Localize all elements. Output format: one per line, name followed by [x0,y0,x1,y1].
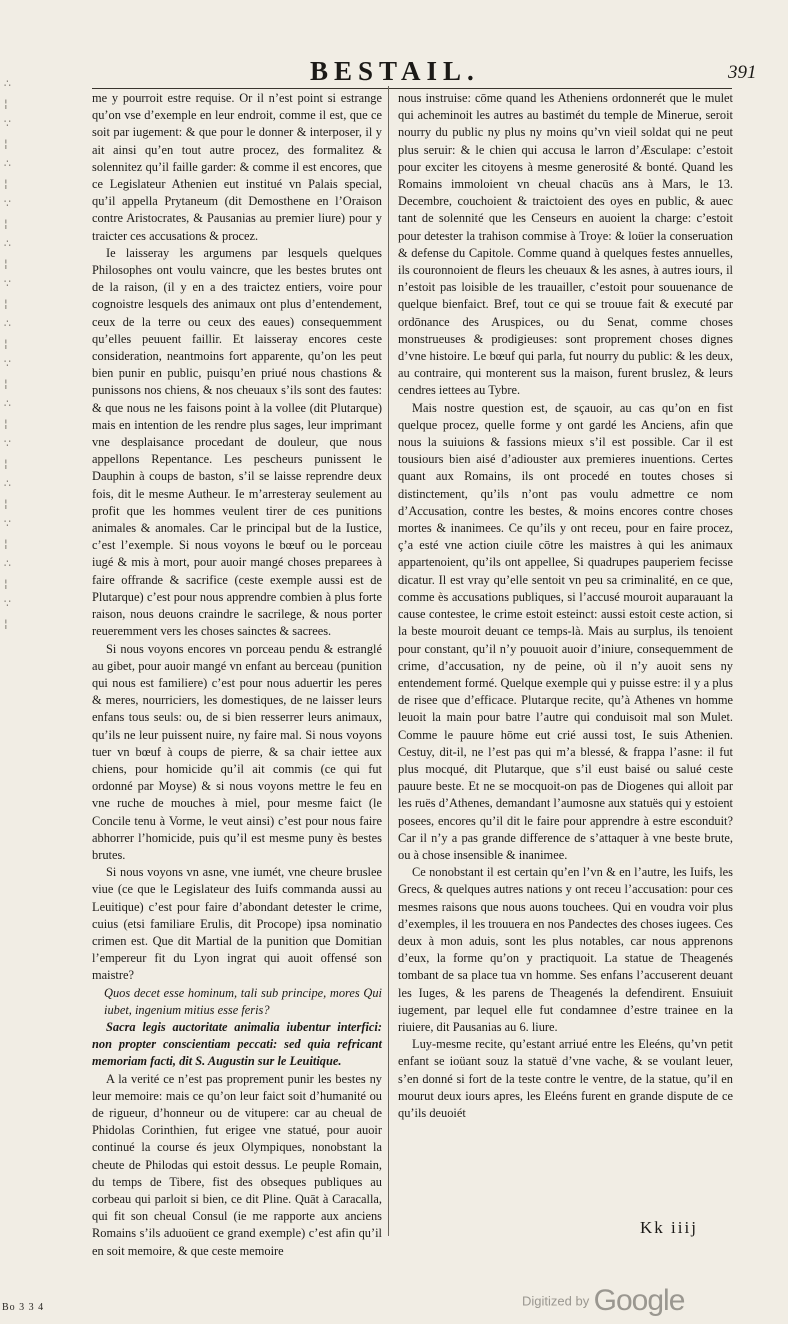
library-shelfmark: Bo 3 3 4 [2,1302,45,1313]
paragraph: Ie laisseray les argumens par lesquels quelques Philosophes ont voulu vaincre, que les bestes brutes ont de la raison, (il y en a des traictez entiers, voire pour cognoistre lesquels des animaux ont plus d’entendement, ceux de la terre ou ceux des eaues) consequemment qu’elles peuuent faillir. Et laisseray encores ceste consideration, neantmoins fort apparente, qu’on les peut bien punir en public, puisqu’en priué nous chastions & punissons nos chiens, & nos cheuaux s’ils sont des fautes: & que nous ne les faisons point à la vollee (dit Plutarque) mais en intention de les rendre plus sages, leur imprimant vne desplaisance procedant de douleur, que nous appellons Repentance. Les pescheurs punissent le Dauphin à coups de baston, s’il se laisse reprendre deux fois, dit le mesme Autheur. Ie m’arresteray seulement au profit que les hommes veulent tirer de ces punitions animales & anomales. Car le principal but de la Iustice, c’est l’exemple. Si nous voyons le bœuf ou le porceau iugé & mis à mort, pour auoir mangé choses preparees à faire offrande & sacrifice (ceste exemple aussi est de Plutarque) c’est pour nous apprendre combien à plus forte raison, nous deuons craindre le sacrilege, & nous porter reueremment vers les choses sainctes & sacrees. [92,245,382,639]
paragraph: Quos decet esse hominum, tali sub principe, mores Qui iubet, ingenium mitius esse feris? [104,985,382,1017]
column-gutter-rule [388,86,389,1236]
paragraph: Sacra legis auctoritate animalia iubentur interfici: non propter conscientiam peccati: sed quia refricant memoriam facti, dit S. Augustin sur le Leuitique. [92,1019,382,1069]
google-logo-text: Google [593,1284,685,1317]
running-head: BESTAIL. [310,56,480,86]
page-header [0,56,788,90]
digitized-watermark [522,1284,684,1318]
paragraph: me y pourroit estre requise. Or il n’est point si estrange qu’on vse d’exemple en leur endroit, comme il est, que ce soit par iugement: & que pour le donner & interposer, il y ait ainsi qu’en tout autre procez, des formalitez & solennitez qu’il faille garder: & comme il est encores, que ce Legislateur Athenien eut institué vn Palais special, qu’il appella Prytaneum (dit Demosthene en l’Oraison contre Aristocrates, & Pausanias au premier liure) pour y traicter ces accusations & procez. [92,91,382,243]
paragraph: Mais nostre question est, de sçauoir, au cas qu’on en fist quelque procez, quelle forme y ont gardé les Anciens, afin que nous la suiuions & fassions mieux s’il est possible. Car il est tousiours bien aisé d’adiouster aux premieres inuentions. Certes quant aux Romains, ils ont procedé en toutes choses si distinctement, qu’ils n’ont pas voulu admettre ce nom d’Accusation, contre les bestes, & moins encores contre choses mortes & inanimees. Ce qu’ils y ont receu, pour en faire procez, ç’a esté vne action ciuile cōtre les maistres à qui les animaux appartenoient, qu’ils ont appellee, Si quadrupes pauperiem fecisse dicatur. Il est vray qu’elle sentoit vn peu sa criminalité, en ce que, comme ès accusations publiques, si l’accusé mouroit auparauant la cause contestee, le crime estoit esteinct: aussi estoit ceste action, si la beste mouroit deuant ce temps-là. Mais au surplus, ils tenoient pour constant, qu’il n’y pouuoit auoir d’iniure, consequemment de crime, d’accusation, ny de peine, où il n’y auoit sens ny entendement formé. Quelque exemple qui y puisse estre: il y a plus de risee que d’efficace. Plutarque recite, qu’à Athenes vn homme leuoit la main pour batre l’autre qui conduisoit mal son Mulet. Comme le pauure hōme eut crié aussi tost, Ie suis Athenien. Cestuy, dit-il, ne l’est pas qui m’a blessé, & frappa l’asne: il fut plus mocqué, dit Plutarque, que s’il eust baisé ou salué ceste pauure beste. Et ne se mocquoit-on pas de Diogenes qui alloit par les ruës d’Athenes, demandant l’aumosne aux statuës qui y estoient posees, encores qu’il dit le faire pour apprendre à estre esconduit? Car il n’y a pas grande difference de s’attaquer à vne beste brute, ou à chose insensible & inanimee. [398,400,733,862]
header-rule [92,88,732,89]
paragraph: A la verité ce n’est pas proprement punir les bestes ny leur memoire: mais ce qu’on leur faict soit d’humanité ou de rigueur, d’honneur ou de vitupere: car au cheual de Phidolas Corinthien, fut erigee vne statué, pour auoir continué la course és jeux Olympiques, nonobstant la cheute de Philodas qui estoit dessus. Le peuple Romain, du temps de Tibere, fist des obseques publiques au corbeau qui parloit si bien, ce dit Pline. Quāt à Caracalla, qui fit son cheual Consul (ie me rapporte aux anciens Romains s’ils aduoüent ce grand exemple) c’est afin qu’il en soit memoire, & que ceste memoire [92,1071,382,1258]
paragraph: nous instruise: cōme quand les Atheniens ordonnerét que le mulet qui acheminoit les autres au bastimét du temple de Minerue, seroit nourry du public ny plus ny moins qu’vn vieil soldat qui ne peut plus seruir: & le chien qui accusa le larron d’Æsculape: c’estoit pour exciter les citoyens à mesme generosité & bonté. Quand les Romains immoloient vn cheual chacūs ans à Mars, le 13. Decembre, couchoient & traictoient des oyes en public, & auec tant de solennité que les Censeurs en auoient la charge: c’estoit pour detester la trahison commise à Troye: & loüer la conseruation & defense du Capitole. Comme quand à quelques festes annuelles, ils couronnoient de fleurs les cheuaux & les asnes, à autres iours, il n’estoit pas loisible de les trauailler, c’estoit pour souuenance de quelque bienfaict. Bref, tout ce qui se trouue fait & executé par ordōnance des Aruspices, ou du Senat, comme choses monstrueuses & prodigieuses: sont proprement choses dignes d’vne histoire. Le bœuf qui parla, fut nourry du public: & les deux, au contraire, qui monterent sus la maison, furent bruslez, & leurs cendres iettees au Tybre. [398,91,733,398]
paragraph: Si nous voyons vn asne, vne iumét, vne cheure bruslee viue (ce que le Legislateur des Iuifs commanda aussi au Leuitique) c’est pour faire d’abondant detester le crime, cuius (etsi familiare Erulis, dit Procope) ipsa nominatio crimen est. Que dit Martial de la punition que Domitian l’empereur fit du Lyon ingrat qui auoit offensé son maistre? [92,865,382,983]
left-text-column [92,90,382,1260]
paragraph: Si nous voyons encores vn porceau pendu & estranglé au gibet, pour auoir mangé vn enfant au berceau (punition qui nous est familiere) c’est pour nous aduertir les peres & meres, nourriciers, les domestiques, de ne laisser leurs enfans tous seuls: ou, de si bien resserrer leurs animaux, qu’ils ne leur puissent nuire, ny faire mal. Si nous voyons tuer vn bœuf à coups de pierre, & sa chair iettee aux chiens, pour homicide qu’il ait commis (ce qui fut ordonné par Moyse) & si nous voyons mettre le feu en vne ruche de mouches à miel, pour mesme faict (le Concile tenu à Vorme, le veut ainsi) c’est pour nous faire abhorrer l’homicide, puis qu’il est mesme puny ès bestes brutes. [92,641,382,862]
margin-pen-marks: ∴ ¦ ∵ ¦ ∴ ¦ ∵ ¦ ∴ ¦ ∵ ¦ ∴ ¦ ∵ ¦ ∴ ¦ ∵ ¦ ∴ ¦ ∵ ¦ ∴ ¦ ∵ ¦ [4,77,11,630]
paragraph: Ce nonobstant il est certain qu’en l’vn & en l’autre, les Iuifs, les Grecs, & quelques autres nations y ont receu l’accusation: pour ces mesmes raisons que nous auons touchees. Qui en voudra voir plus d’exemples, il les trouuera en nos Pandectes des choses iugees. Ces deux à mon aduis, sont les plus notables, car nous apprenons d’eux, la forme qu’on y practiquoit. La statue de Theagenés tombant de sa place tua vn homme. Ses enfans l’accuserent deuant les Iuges, & les parens de Theagenés la defendirent. Ensuiuit iugement, par lequel elle fut condamnee d’estre trainee en la riuiere, dit Pausanias au 6. liure. [398,865,733,1034]
digitized-by-text: Digitized by [522,1293,590,1309]
folio-number: 391 [728,62,757,83]
signature-mark: Kk iiij [640,1218,698,1237]
right-text-column [398,90,733,1122]
paragraph: Luy-mesme recite, qu’estant arriué entre les Eleéns, qu’vn petit enfant se ioüant souz la statuë d’vne vache, & se voulant leuer, s’en donné si fort de la teste contre le ventre, de la statue, qu’il en mourut deux iours apres, les Eleéns furent en grande dispute de ce qu’ils deuoiét [398,1037,733,1120]
